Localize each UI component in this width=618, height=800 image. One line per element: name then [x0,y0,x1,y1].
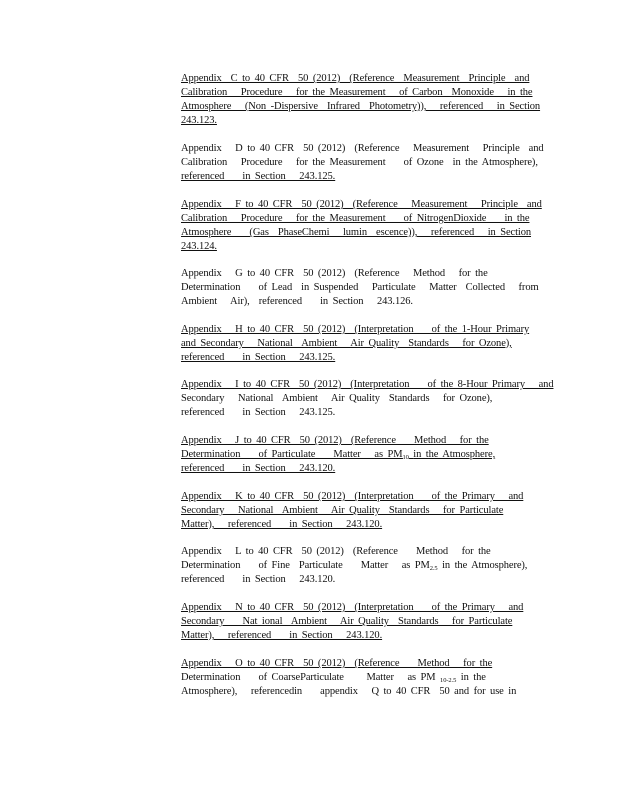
entry-line: Appendix G to 40 CFR 50 (2012) (Reference Method for the [181,268,488,279]
appendix-g-entry [181,267,539,309]
entry-text: in the Atmosphere, [413,449,496,460]
entry-line: referenced in Section 243.125. [181,171,336,182]
appendix-c-entry [181,72,541,128]
entry-line: Appendix O to 40 CFR 50 (2012) (Reference Method for the [181,658,493,669]
entry-line: Appendix I to 40 CFR 50 (2012) (Interpretation of the 8-Hour Primary and [181,379,554,390]
entry-line [181,671,533,685]
entry-line: Secondary National Ambient Air Quality Standards for Ozone), [181,393,493,404]
entry-text: Determination of CoarseParticulate Matter as PM [181,672,436,683]
entry-line: Secondary Nat ional Ambient Air Quality Standards for Particulate [181,616,513,627]
entry-line: Appendix D to 40 CFR 50 (2012) (Reference Measurement Principle and [181,143,544,154]
entry-line: Appendix J to 40 CFR 50 (2012) (Reference Method for the [181,435,489,446]
entry-line: Ambient Air), referenced in Section 243.126. [181,296,413,307]
appendix-j-entry [181,434,533,476]
entry-line: Atmosphere), referencedin appendix Q to 40 CFR 50 and for use in [181,686,517,697]
entry-line: Calibration Procedure for the Measurement of Carbon Monoxide in the [181,87,533,98]
appendix-h-entry [181,323,533,365]
appendix-i-entry [181,378,554,420]
appendix-l-entry [181,545,533,587]
entry-line: referenced in Section 243.125. [181,352,336,363]
appendix-f-entry [181,198,542,254]
entry-text: in the [460,672,486,683]
entry-line: referenced in Section 243.120. [181,463,336,474]
entry-line [181,559,533,573]
appendix-n-entry [181,601,533,643]
entry-line: referenced in Section 243.120. [181,574,336,585]
entry-line: Atmosphere (Gas PhaseChemi lumin escence)), referenced in Section [181,227,532,238]
entry-line: Appendix F to 40 CFR 50 (2012) (Reference Measurement Principle and [181,199,542,210]
appendix-o-entry [181,657,533,699]
entry-line: Appendix N to 40 CFR 50 (2012) (Interpretation of the Primary and [181,602,524,613]
entry-line: Appendix K to 40 CFR 50 (2012) (Interpretation of the Primary and [181,491,524,502]
entry-line: Appendix L to 40 CFR 50 (2012) (Reference Method for the [181,546,491,557]
pm-subscript: 10-2.5 [440,677,457,684]
appendix-d-entry [181,142,544,184]
entry-text: in the Atmosphere), [442,560,528,571]
entry-line: Matter), referenced in Section 243.120. [181,519,383,530]
entry-line: Matter), referenced in Section 243.120. [181,630,383,641]
entry-text: Determination of Fine Particulate Matter as PM [181,560,430,571]
entry-line: referenced in Section 243.125. [181,407,336,418]
entry-line: Appendix C to 40 CFR 50 (2012) (Reference Measurement Principle and [181,73,530,84]
pm-subscript: 10 [402,454,409,461]
entry-line: Determination of Lead in Suspended Particulate Matter Collected from [181,282,539,293]
entry-line: Secondary National Ambient Air Quality Standards for Particulate [181,505,504,516]
entry-line: Atmosphere (Non -Dispersive Infrared Photometry)), referenced in Section [181,101,541,112]
entry-line: 243.124. [181,241,217,252]
entry-line: Calibration Procedure for the Measurement of NitrogenDioxide in the [181,213,530,224]
entry-line: Appendix H to 40 CFR 50 (2012) (Interpretation of the 1-Hour Primary [181,324,530,335]
entry-text: Determination of Particulate Matter as PM [181,449,403,460]
entry-line: 243.123. [181,115,217,126]
entry-line: Calibration Procedure for the Measurement of Ozone in the Atmosphere), [181,157,538,168]
appendix-k-entry [181,490,533,532]
pm-subscript: 2.5 [429,565,438,572]
entry-line [181,448,533,462]
entry-line: and Secondary National Ambient Air Quality Standards for Ozone), [181,338,512,349]
